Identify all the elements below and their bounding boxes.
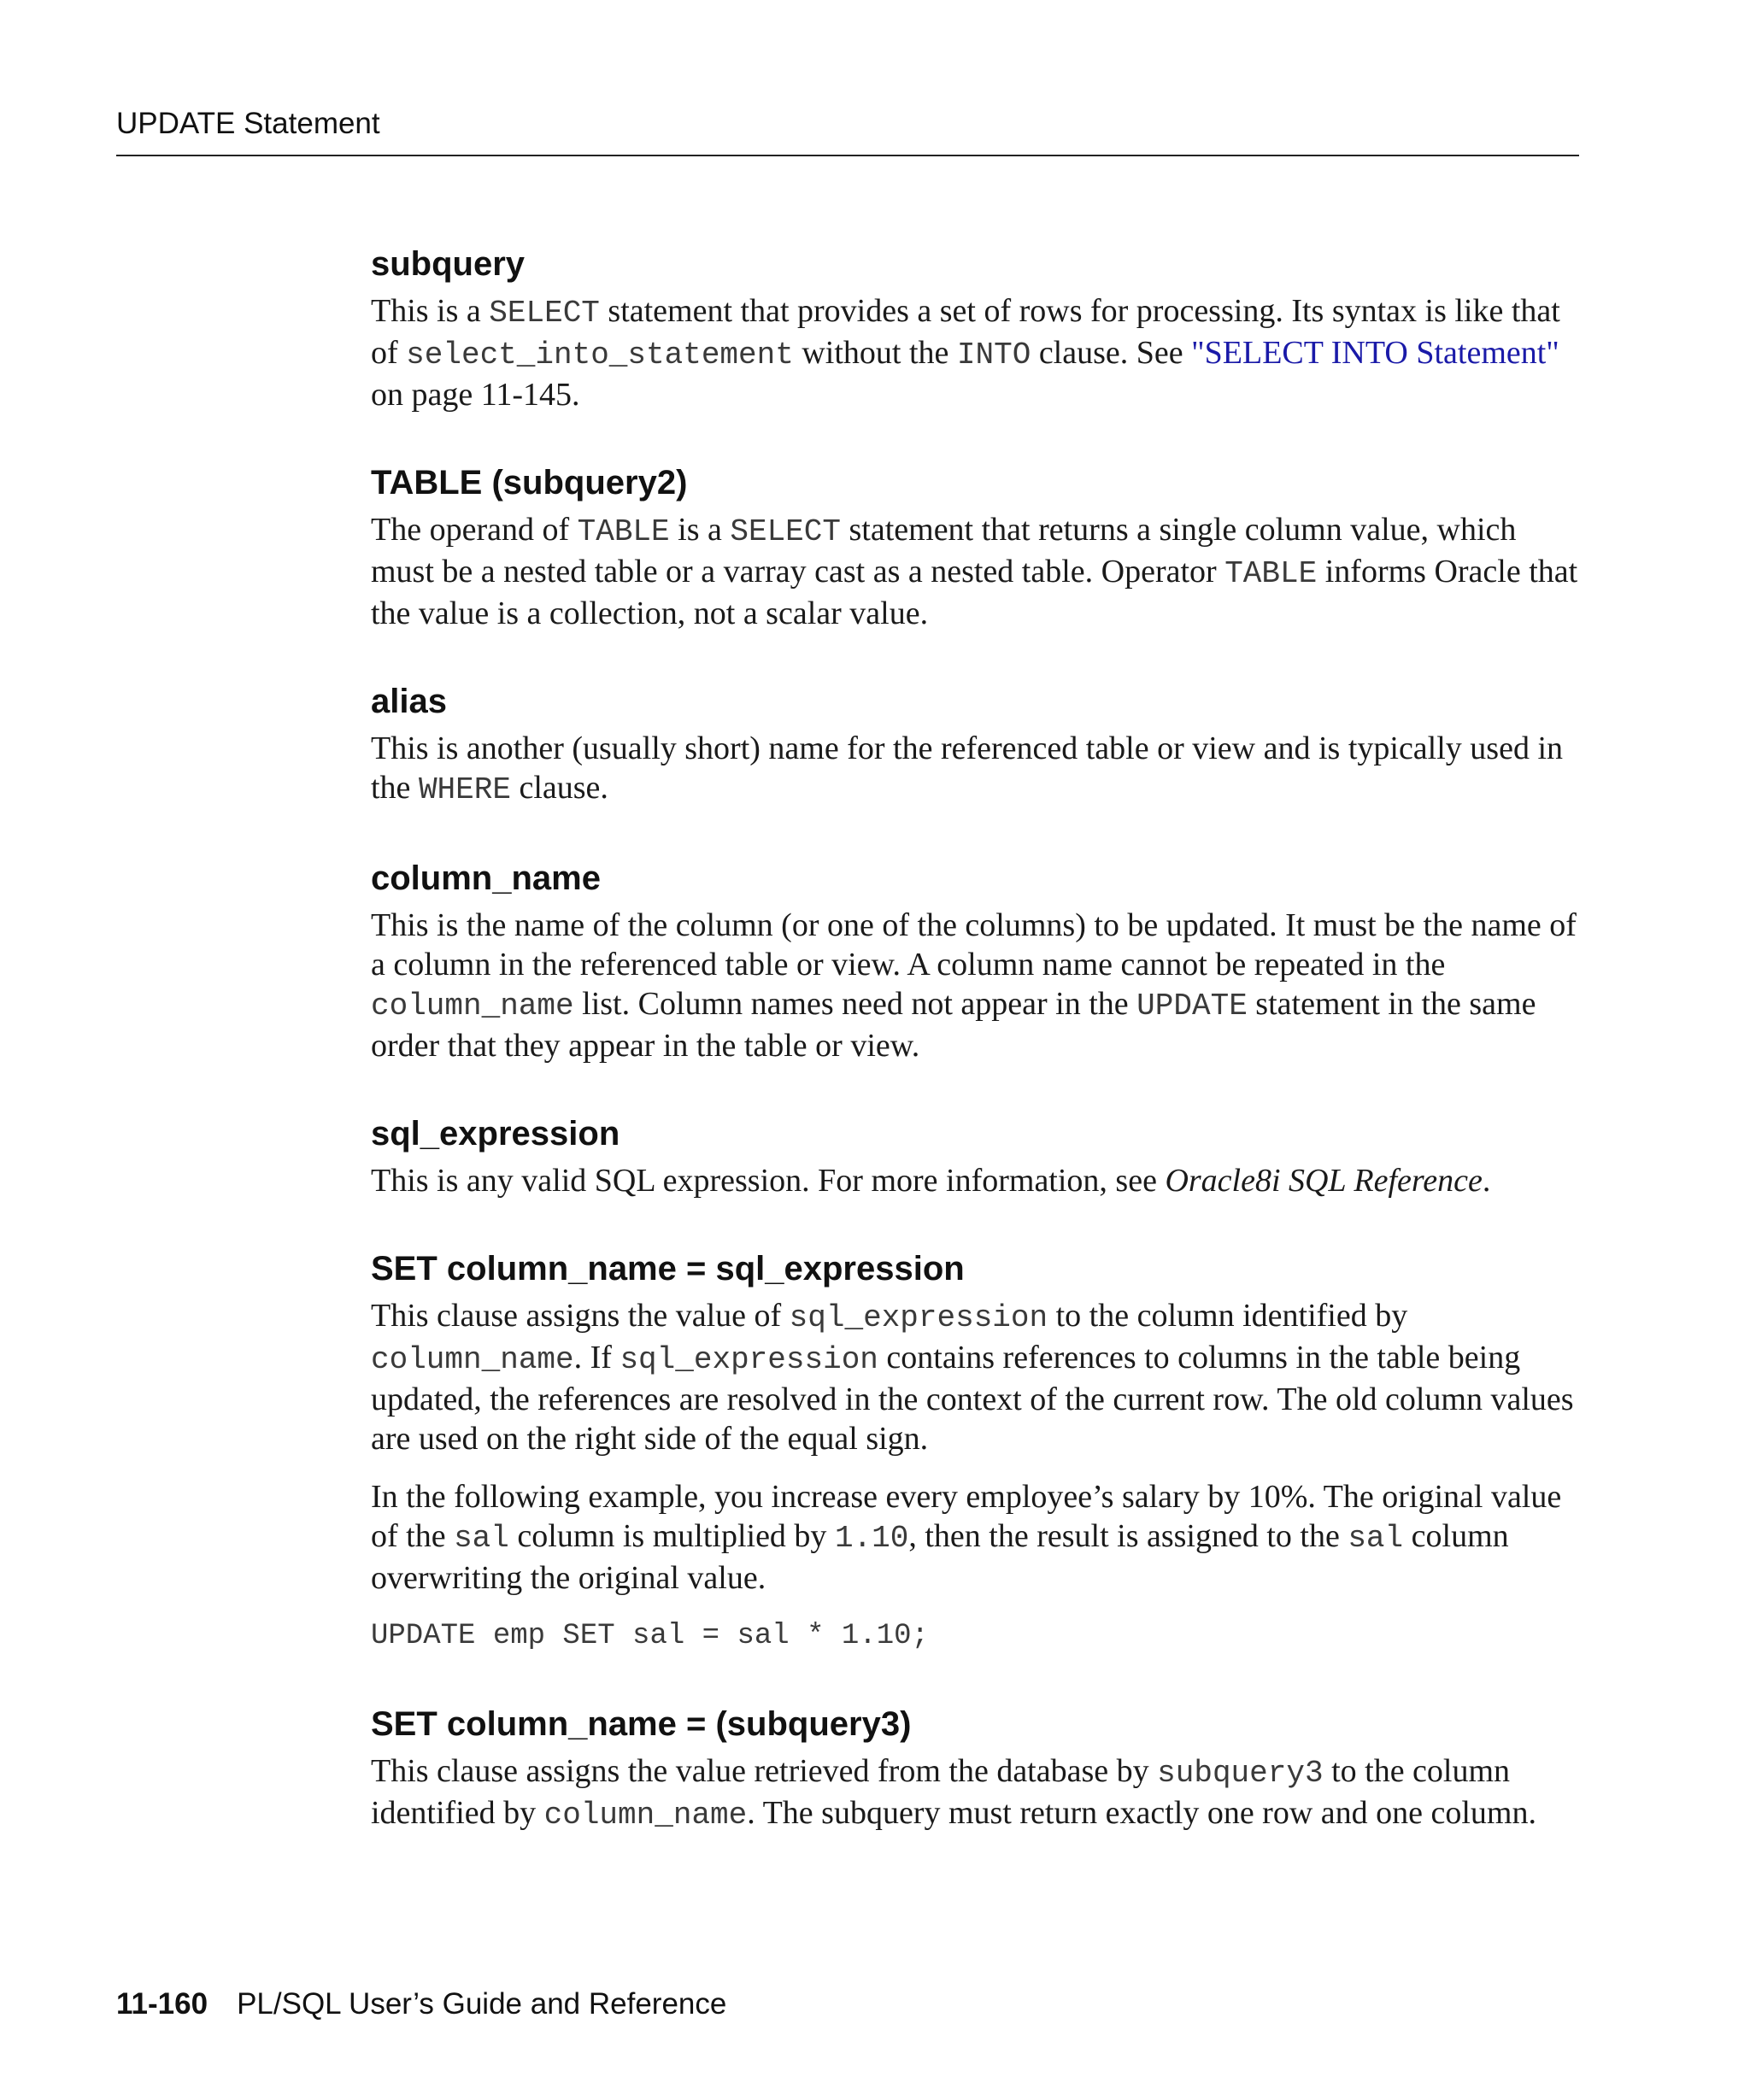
- text: statement that returns a single column value, which must be a nested table or a varray cast as a nested table. Operator: [371, 512, 1517, 590]
- section-paragraph: [371, 906, 1584, 1065]
- text: .: [1482, 1163, 1491, 1199]
- text: to the column identified by: [1048, 1298, 1408, 1334]
- code-term: WHERE: [418, 772, 511, 807]
- book-reference: Oracle8i SQL Reference: [1165, 1163, 1483, 1199]
- code-term: select_into_statement: [406, 337, 794, 372]
- code-example: UPDATE emp SET sal = sal * 1.10;: [371, 1620, 929, 1652]
- text: This is another (usually short) name for the referenced table or view and is typically used in the: [371, 730, 1563, 806]
- book-title: PL/SQL User’s Guide and Reference: [237, 1987, 727, 2021]
- section-paragraph: [371, 1477, 1584, 1598]
- code-term: TABLE: [577, 514, 670, 549]
- text: This clause assigns the value retrieved from the database by: [371, 1753, 1158, 1789]
- text: statement that provides a set of rows for processing. Its syntax is like that of: [371, 293, 1560, 371]
- section-paragraph: [371, 1751, 1584, 1835]
- section-paragraph: [371, 291, 1584, 414]
- code-term: sql_expression: [620, 1342, 878, 1377]
- text: This is any valid SQL expression. For more information, see: [371, 1163, 1166, 1199]
- text: without the: [793, 335, 957, 371]
- text: clause. See: [1031, 335, 1192, 371]
- page-footer: [116, 1986, 726, 2022]
- text: to the column identified by: [371, 1753, 1511, 1831]
- section-subquery: [371, 239, 1584, 414]
- code-term: sql_expression: [789, 1300, 1048, 1335]
- section-set-subquery3: [371, 1699, 1584, 1835]
- text: This clause assigns the value of: [371, 1298, 790, 1334]
- section-sql-expression: [371, 1109, 1584, 1200]
- code-term: SELECT: [489, 296, 600, 331]
- code-term: TABLE: [1224, 556, 1318, 591]
- text: statement in the same order that they appear in the table or view.: [371, 986, 1536, 1064]
- section-title: SET column_name = (subquery3): [371, 1705, 912, 1743]
- page-number: 11-160: [116, 1987, 208, 2021]
- text: This is the name of the column (or one of the columns) to be updated. It must be the name of a column in the referenced table or view. A column name cannot be repeated in the: [371, 907, 1577, 983]
- code-term: UPDATE: [1136, 988, 1248, 1024]
- section-title: column_name: [371, 859, 601, 897]
- section-table-subquery2: [371, 458, 1584, 633]
- section-column-name: [371, 853, 1584, 1065]
- text: on page 11-145.: [371, 377, 580, 413]
- code-term: 1.10: [834, 1521, 909, 1556]
- section-paragraph: [371, 510, 1584, 633]
- text: column is multiplied by: [508, 1518, 835, 1554]
- section-title: sql_expression: [371, 1115, 620, 1153]
- header-rule: [116, 155, 1579, 156]
- section-paragraph: [371, 729, 1584, 810]
- text: contains references to columns in the table being updated, the references are resolved in the context of the current row. The old column values are used on the right side of the equal sign.: [371, 1340, 1574, 1457]
- text: In the following example, you increase every employee’s salary by 10%. The original value of the: [371, 1479, 1562, 1554]
- text: informs Oracle that the value is a collection, not a scalar value.: [371, 554, 1578, 631]
- page-content: [371, 239, 1584, 1879]
- text: column overwriting the original value.: [371, 1518, 1509, 1596]
- code-term: subquery3: [1157, 1756, 1324, 1791]
- cross-reference-link[interactable]: "SELECT INTO Statement": [1191, 335, 1559, 371]
- text: This is a: [371, 293, 490, 329]
- section-title: SET column_name = sql_expression: [371, 1250, 965, 1288]
- text: . The subquery must return exactly one row and one column.: [747, 1795, 1536, 1831]
- running-header: UPDATE Statement: [116, 107, 380, 140]
- text: , then the result is assigned to the: [908, 1518, 1348, 1554]
- text: . If: [573, 1340, 620, 1376]
- text: list. Column names need not appear in the: [573, 986, 1137, 1022]
- code-term: sal: [454, 1521, 509, 1556]
- code-term: column_name: [543, 1798, 748, 1833]
- code-term: column_name: [371, 988, 574, 1024]
- code-term: sal: [1348, 1521, 1404, 1556]
- section-paragraph: [371, 1161, 1584, 1200]
- section-paragraph: [371, 1296, 1584, 1458]
- section-title: TABLE (subquery2): [371, 464, 688, 502]
- code-term: column_name: [371, 1342, 574, 1377]
- section-title: subquery: [371, 245, 526, 283]
- section-alias: [371, 677, 1584, 810]
- code-term: INTO: [956, 337, 1031, 372]
- section-title: alias: [371, 683, 447, 720]
- text: is a: [669, 512, 731, 548]
- text: clause.: [510, 770, 608, 806]
- text: The operand of: [371, 512, 578, 548]
- section-set-expression: [371, 1244, 1584, 1656]
- code-term: SELECT: [730, 514, 841, 549]
